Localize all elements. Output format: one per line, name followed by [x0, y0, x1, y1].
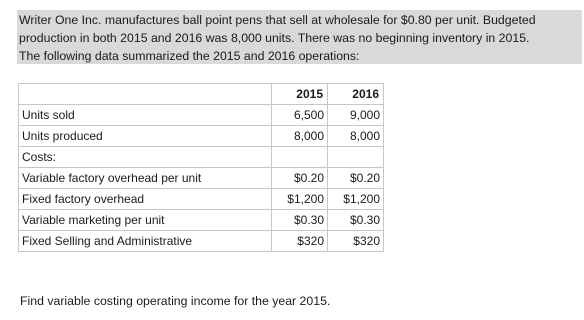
- row-label: Units sold: [19, 105, 272, 126]
- row-label: Variable factory overhead per unit: [19, 168, 272, 189]
- cell-2016: $1,200: [328, 189, 384, 210]
- table-header-row: [19, 84, 384, 105]
- table-row: [19, 210, 384, 231]
- cell-2016: 9,000: [328, 105, 384, 126]
- table-row: [19, 147, 384, 168]
- cell-2015: 8,000: [272, 126, 328, 147]
- cell-2016: [328, 147, 384, 168]
- row-label: Variable marketing per unit: [19, 210, 272, 231]
- intro-paragraph: [17, 10, 582, 64]
- cell-2015: $1,200: [272, 189, 328, 210]
- question-text: Find variable costing operating income for the year 2015.: [20, 294, 331, 308]
- cell-2015: [272, 147, 328, 168]
- row-label: Costs:: [19, 147, 272, 168]
- intro-line: The following data summarized the 2015 and 2016 operations:: [19, 49, 360, 63]
- table-header-label: [19, 84, 272, 105]
- table-row: [19, 189, 384, 210]
- cell-2016: $0.20: [328, 168, 384, 189]
- row-label: Fixed Selling and Administrative: [19, 231, 272, 252]
- cell-2015: $0.20: [272, 168, 328, 189]
- table-row: [19, 168, 384, 189]
- cell-2016: 8,000: [328, 126, 384, 147]
- cell-2016: $0.30: [328, 210, 384, 231]
- cell-2015: $320: [272, 231, 328, 252]
- cell-2015: $0.30: [272, 210, 328, 231]
- row-label: Units produced: [19, 126, 272, 147]
- table-row: [19, 231, 384, 252]
- table-header-2016: 2016: [328, 84, 384, 105]
- row-label: Fixed factory overhead: [19, 189, 272, 210]
- table-row: [19, 126, 384, 147]
- operations-table: [18, 83, 384, 252]
- cell-2016: $320: [328, 231, 384, 252]
- table-header-2015: 2015: [272, 84, 328, 105]
- cell-2015: 6,500: [272, 105, 328, 126]
- table-row: [19, 105, 384, 126]
- intro-line: production in both 2015 and 2016 was 8,000 units. There was no beginning inventory in 2015.: [19, 31, 530, 45]
- intro-line: Writer One Inc. manufactures ball point pens that sell at wholesale for $0.80 per unit. Budgeted: [19, 13, 536, 27]
